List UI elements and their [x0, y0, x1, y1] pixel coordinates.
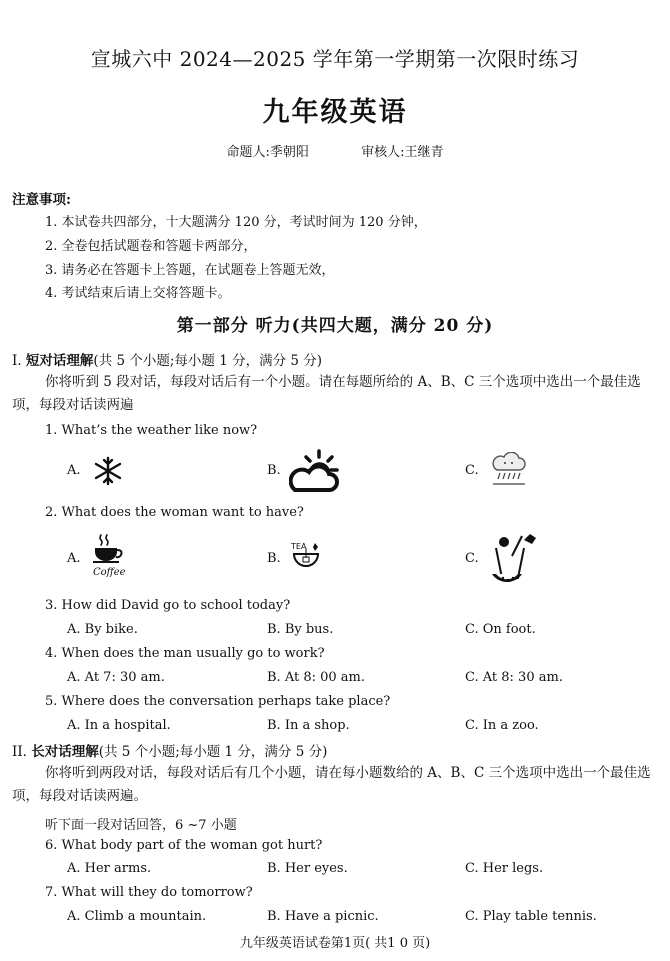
question-1: 1. What’s the weather like now?: [45, 423, 258, 438]
section-desc: (共 5 个小题;每小题 1 分，满分 5 分): [93, 353, 323, 369]
option-label: B.: [267, 463, 281, 478]
option-a: A. Climb a mountain.: [67, 909, 207, 924]
option-b: B. Have a picnic.: [267, 909, 379, 924]
author: 命题人:季朝阳: [226, 145, 309, 160]
exam-title: 宣城六中 2024—2025 学年第一学期第一次限时练习: [90, 47, 580, 71]
tea-text: TEA: [291, 542, 307, 551]
note-item: 1. 本试卷共四部分，十大题满分 120 分，考试时间为 120 分钟，: [45, 215, 427, 230]
section-one-instruction: 你将听到 5 段对话，每段对话后有一个小题。请在每题所给的 A、B、C 三个选项中选出一个最佳选项，每段对话读两遍: [12, 374, 641, 413]
option-c: C. At 8: 30 am.: [465, 670, 563, 685]
option-b: B. In a shop.: [267, 718, 350, 733]
option-c: C. Her legs.: [465, 861, 544, 876]
coffee-text: Coffee: [93, 567, 126, 578]
option-label: B.: [267, 551, 281, 566]
section-two-instruction: 你将听到两段对话，每段对话后有几个小题，请在每小题数给的 A、B、C 三个选项中选出一个最佳选项，每段对话读两遍。: [12, 765, 651, 804]
option-a: A. At 7: 30 am.: [67, 670, 165, 685]
option-b: B. At 8: 00 am.: [267, 670, 366, 685]
option-label: C.: [465, 551, 479, 566]
question-2: 2. What does the woman want to have?: [45, 505, 304, 520]
option-label: A.: [67, 463, 81, 478]
subject-title: 九年级英语: [262, 97, 408, 128]
note-item: 3. 请务必在答题卡上答题，在试题卷上答题无效，: [45, 263, 335, 278]
question-5: 5. Where does the conversation perhaps take place?: [45, 694, 391, 709]
option-label: C.: [465, 463, 479, 478]
tea-cup-icon: [290, 540, 326, 574]
section-name: 长对话理解: [31, 744, 99, 760]
partly-cloudy-sun-icon: [289, 448, 341, 494]
coffee-cup-icon: [90, 533, 126, 579]
section-number: I.: [12, 353, 26, 369]
reviewer: 审核人:王继青: [361, 145, 444, 160]
option-b: B. Her eyes.: [267, 861, 348, 876]
note-item: 2. 全卷包括试题卷和答题卡两部分，: [45, 239, 257, 254]
option-c: C. On foot.: [465, 622, 536, 637]
snowflake-icon: [92, 456, 124, 486]
authors-line: [0, 141, 670, 160]
section-name: 短对话理解: [25, 353, 94, 369]
section-desc: (共 5 个小题;每小题 1 分，满分 5 分): [98, 744, 328, 760]
question-7: 7. What will they do tomorrow?: [45, 885, 253, 900]
section-two-title: [12, 740, 327, 760]
watermelon-juice-icon: [488, 530, 540, 586]
question-6: 6. What body part of the woman got hurt?: [45, 838, 323, 853]
page-footer: 九年级英语试卷第1页( 共1 0 页): [239, 936, 431, 951]
dialogue-instruction: 听下面一段对话回答，6 ~7 小题: [45, 818, 237, 833]
option-a: A. Her arms.: [67, 861, 152, 876]
option-c: C. Play table tennis.: [465, 909, 597, 924]
option-c: C. In a zoo.: [465, 718, 539, 733]
question-4: 4. When does the man usually go to work?: [45, 646, 325, 661]
note-item: 4. 考试结束后请上交将答题卡。: [45, 286, 231, 301]
section-number: II.: [12, 744, 32, 760]
option-label: A.: [67, 551, 81, 566]
notes-title: 注意事项:: [12, 192, 71, 208]
part-one-title: 第一部分 听力(共四大题，满分 20 分): [176, 316, 494, 336]
option-b: B. By bus.: [267, 622, 334, 637]
option-a: A. By bike.: [67, 622, 138, 637]
rain-cloud-icon: [489, 452, 529, 488]
option-a: A. In a hospital.: [67, 718, 171, 733]
section-one-title: [12, 349, 322, 369]
question-3: 3. How did David go to school today?: [45, 598, 291, 613]
